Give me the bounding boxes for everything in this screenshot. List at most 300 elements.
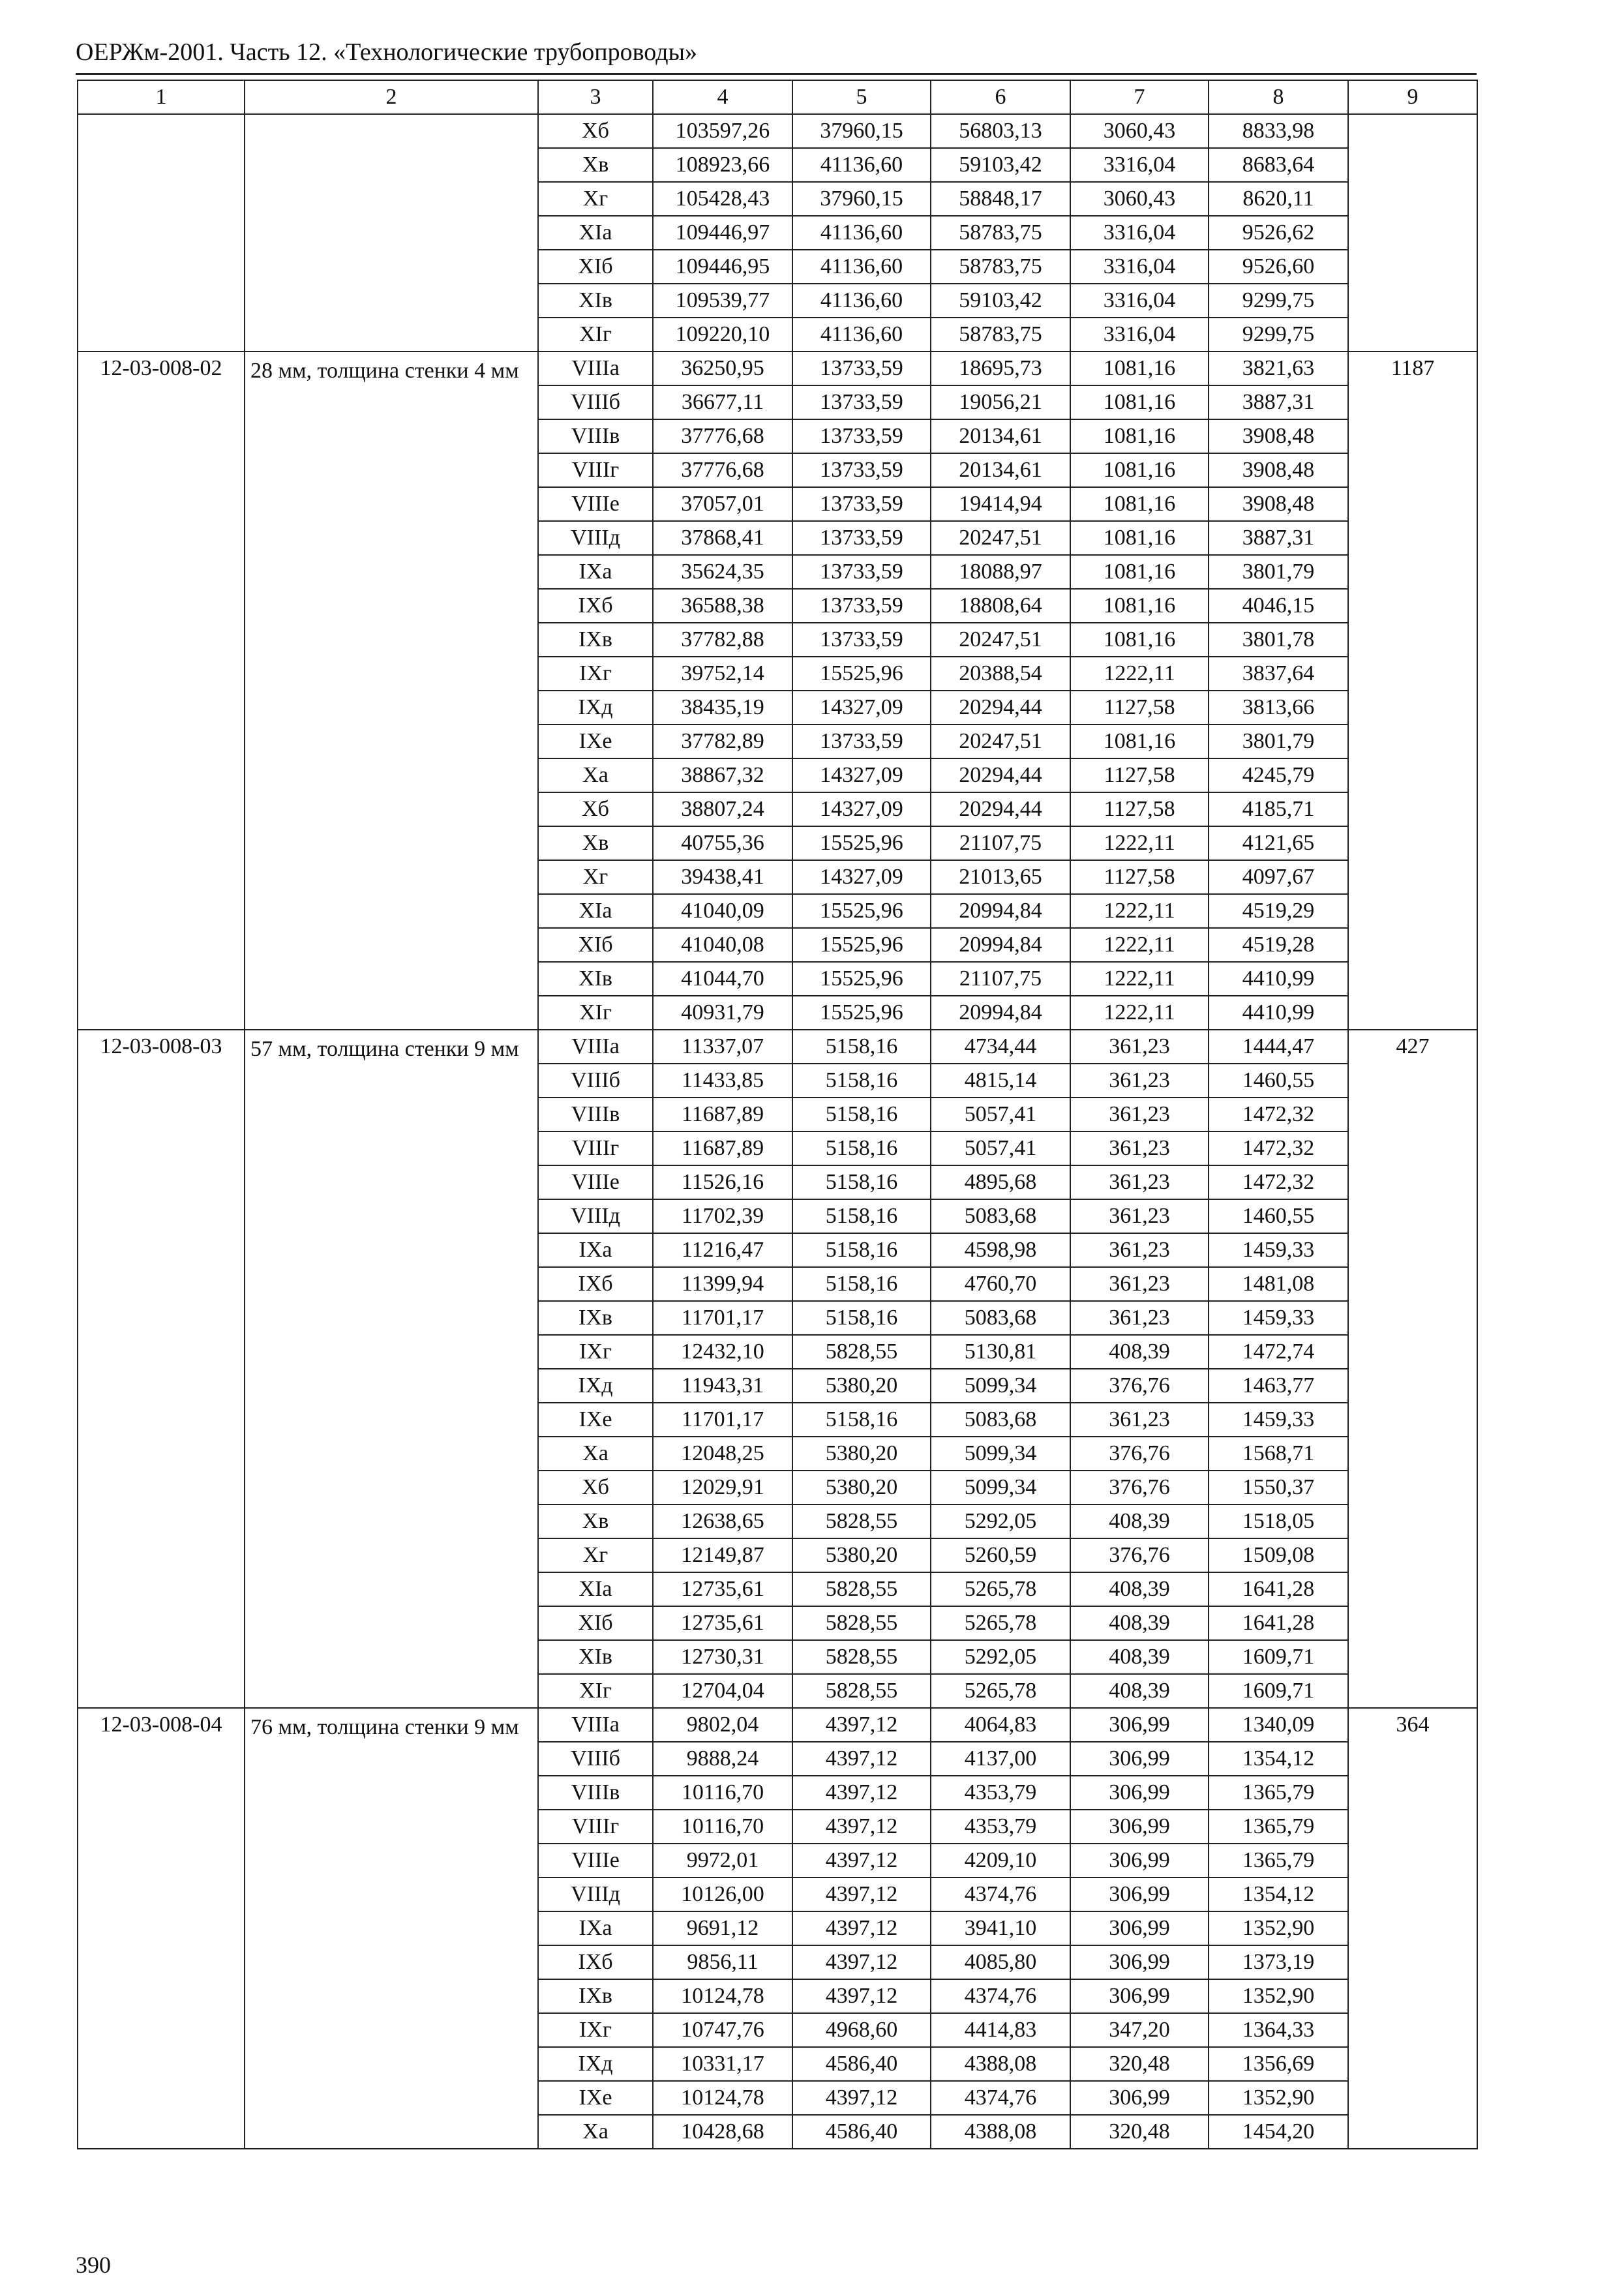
- zone-cell: Xв: [538, 1504, 653, 1538]
- value-cell: 1444,47: [1209, 1030, 1348, 1064]
- value-cell: 40931,79: [653, 996, 792, 1030]
- value-cell: 376,76: [1070, 1369, 1209, 1403]
- value-cell: 306,99: [1070, 1844, 1209, 1878]
- value-cell: 10124,78: [653, 1979, 792, 2013]
- value-cell: 1127,58: [1070, 691, 1209, 725]
- zone-cell: VIIIд: [538, 521, 653, 555]
- value-cell: 11687,89: [653, 1131, 792, 1165]
- value-cell: 361,23: [1070, 1233, 1209, 1267]
- rate-description-cell: 57 мм, толщина стенки 9 мм: [245, 1030, 538, 1708]
- value-cell: 5158,16: [792, 1064, 931, 1098]
- table-row: [78, 1030, 1477, 1064]
- value-cell: 58783,75: [931, 250, 1070, 284]
- value-cell: 37776,68: [653, 419, 792, 453]
- value-cell: 5083,68: [931, 1301, 1070, 1335]
- value-cell: 4760,70: [931, 1267, 1070, 1301]
- value-cell: 4397,12: [792, 1742, 931, 1776]
- value-cell: 18088,97: [931, 555, 1070, 589]
- value-cell: 37782,88: [653, 623, 792, 657]
- value-cell: 5057,41: [931, 1131, 1070, 1165]
- value-cell: 4046,15: [1209, 589, 1348, 623]
- value-cell: 13733,59: [792, 419, 931, 453]
- value-cell: 9526,60: [1209, 250, 1348, 284]
- column-number-cell: 5: [792, 80, 931, 114]
- zone-cell: XIa: [538, 1572, 653, 1606]
- value-cell: 3941,10: [931, 1911, 1070, 1945]
- value-cell: 4968,60: [792, 2013, 931, 2047]
- value-cell: 18808,64: [931, 589, 1070, 623]
- value-cell: 4388,08: [931, 2115, 1070, 2149]
- zone-cell: XIв: [538, 1640, 653, 1674]
- value-cell: 21107,75: [931, 826, 1070, 860]
- value-cell: 14327,09: [792, 860, 931, 894]
- value-cell: 5083,68: [931, 1199, 1070, 1233]
- value-cell: 56803,13: [931, 114, 1070, 148]
- value-cell: 1352,90: [1209, 1911, 1348, 1945]
- value-cell: 20247,51: [931, 725, 1070, 758]
- value-cell: 5828,55: [792, 1335, 931, 1369]
- rate-code-cell: 12-03-008-03: [78, 1030, 245, 1708]
- zone-cell: VIIIг: [538, 453, 653, 487]
- value-cell: 1463,77: [1209, 1369, 1348, 1403]
- value-cell: 408,39: [1070, 1674, 1209, 1708]
- zone-cell: XIa: [538, 894, 653, 928]
- zone-cell: IXб: [538, 1945, 653, 1979]
- value-cell: 10124,78: [653, 2081, 792, 2115]
- zone-cell: Xa: [538, 758, 653, 792]
- zone-cell: VIIIб: [538, 1742, 653, 1776]
- value-cell: 5380,20: [792, 1538, 931, 1572]
- rate-code-cell: [78, 114, 245, 352]
- table-row: [78, 114, 1477, 148]
- zone-cell: VIIIa: [538, 1030, 653, 1064]
- value-cell: 1641,28: [1209, 1572, 1348, 1606]
- zone-cell: IXa: [538, 1911, 653, 1945]
- value-cell: 4815,14: [931, 1064, 1070, 1098]
- value-cell: 1365,79: [1209, 1776, 1348, 1810]
- value-cell: 4397,12: [792, 2081, 931, 2115]
- zone-cell: IXб: [538, 1267, 653, 1301]
- zone-cell: IXa: [538, 555, 653, 589]
- value-cell: 38435,19: [653, 691, 792, 725]
- value-cell: 1609,71: [1209, 1640, 1348, 1674]
- value-cell: 3316,04: [1070, 318, 1209, 352]
- value-cell: 1459,33: [1209, 1403, 1348, 1437]
- value-cell: 5828,55: [792, 1504, 931, 1538]
- table-row: [78, 1708, 1477, 1742]
- value-cell: 3316,04: [1070, 216, 1209, 250]
- value-cell: 1460,55: [1209, 1064, 1348, 1098]
- value-cell: 41136,60: [792, 250, 931, 284]
- value-cell: 11687,89: [653, 1098, 792, 1131]
- value-cell: 5158,16: [792, 1233, 931, 1267]
- value-cell: 10331,17: [653, 2047, 792, 2081]
- value-cell: 8620,11: [1209, 182, 1348, 216]
- value-cell: 306,99: [1070, 1979, 1209, 2013]
- value-cell: 41040,08: [653, 928, 792, 962]
- value-cell: 1081,16: [1070, 352, 1209, 385]
- value-cell: 5099,34: [931, 1369, 1070, 1403]
- value-cell: 10747,76: [653, 2013, 792, 2047]
- value-cell: 1460,55: [1209, 1199, 1348, 1233]
- value-cell: 9888,24: [653, 1742, 792, 1776]
- value-cell: 13733,59: [792, 385, 931, 419]
- value-cell: 4895,68: [931, 1165, 1070, 1199]
- zone-cell: Xб: [538, 1471, 653, 1504]
- value-cell: 9802,04: [653, 1708, 792, 1742]
- value-cell: 35624,35: [653, 555, 792, 589]
- zone-cell: XIб: [538, 1606, 653, 1640]
- value-cell: 361,23: [1070, 1199, 1209, 1233]
- value-cell: 361,23: [1070, 1064, 1209, 1098]
- zone-cell: Xг: [538, 182, 653, 216]
- value-cell: 19414,94: [931, 487, 1070, 521]
- value-cell: 37960,15: [792, 182, 931, 216]
- value-cell: 1340,09: [1209, 1708, 1348, 1742]
- value-cell: 5292,05: [931, 1504, 1070, 1538]
- zone-cell: IXa: [538, 1233, 653, 1267]
- value-cell: 12638,65: [653, 1504, 792, 1538]
- value-cell: 1459,33: [1209, 1233, 1348, 1267]
- value-cell: 1222,11: [1070, 962, 1209, 996]
- zone-cell: VIIIв: [538, 419, 653, 453]
- value-cell: 306,99: [1070, 1708, 1209, 1742]
- zone-cell: XIв: [538, 962, 653, 996]
- value-cell: 1568,71: [1209, 1437, 1348, 1471]
- value-cell: 9691,12: [653, 1911, 792, 1945]
- value-cell: 58848,17: [931, 182, 1070, 216]
- value-cell: 361,23: [1070, 1267, 1209, 1301]
- table-row: [78, 352, 1477, 385]
- value-cell: 1481,08: [1209, 1267, 1348, 1301]
- value-cell: 4064,83: [931, 1708, 1070, 1742]
- value-cell: 3837,64: [1209, 657, 1348, 691]
- zone-cell: VIIIe: [538, 1844, 653, 1878]
- value-cell: 13733,59: [792, 453, 931, 487]
- value-cell: 376,76: [1070, 1437, 1209, 1471]
- value-cell: 10428,68: [653, 2115, 792, 2149]
- value-cell: 5828,55: [792, 1674, 931, 1708]
- zone-cell: VIIIв: [538, 1098, 653, 1131]
- value-cell: 41136,60: [792, 216, 931, 250]
- value-cell: 361,23: [1070, 1030, 1209, 1064]
- zone-cell: IXe: [538, 1403, 653, 1437]
- value-cell: 1354,12: [1209, 1878, 1348, 1911]
- value-cell: 4586,40: [792, 2047, 931, 2081]
- value-cell: 15525,96: [792, 996, 931, 1030]
- zone-cell: VIIIб: [538, 1064, 653, 1098]
- zone-cell: Xa: [538, 2115, 653, 2149]
- zone-cell: XIг: [538, 1674, 653, 1708]
- value-cell: 4137,00: [931, 1742, 1070, 1776]
- zone-cell: VIIIг: [538, 1810, 653, 1844]
- value-cell: 15525,96: [792, 962, 931, 996]
- value-cell: 12048,25: [653, 1437, 792, 1471]
- page-number: 390: [76, 2252, 111, 2278]
- value-cell: 361,23: [1070, 1131, 1209, 1165]
- value-cell: 11433,85: [653, 1064, 792, 1098]
- value-cell: 37868,41: [653, 521, 792, 555]
- rate-description-cell: [245, 114, 538, 352]
- value-cell: 1127,58: [1070, 792, 1209, 826]
- zone-cell: VIIIe: [538, 487, 653, 521]
- zone-cell: Xa: [538, 1437, 653, 1471]
- value-cell: 4374,76: [931, 2081, 1070, 2115]
- value-cell: 12730,31: [653, 1640, 792, 1674]
- zone-cell: IXв: [538, 623, 653, 657]
- value-cell: 37057,01: [653, 487, 792, 521]
- value-cell: 13733,59: [792, 521, 931, 555]
- col9-value-cell: [1348, 114, 1477, 352]
- value-cell: 306,99: [1070, 1945, 1209, 1979]
- value-cell: 376,76: [1070, 1538, 1209, 1572]
- value-cell: 1472,32: [1209, 1098, 1348, 1131]
- value-cell: 1081,16: [1070, 419, 1209, 453]
- value-cell: 41044,70: [653, 962, 792, 996]
- col9-value-cell: 364: [1348, 1708, 1477, 2149]
- value-cell: 5380,20: [792, 1471, 931, 1504]
- zone-cell: VIIIe: [538, 1165, 653, 1199]
- value-cell: 36588,38: [653, 589, 792, 623]
- zone-cell: VIIIa: [538, 1708, 653, 1742]
- value-cell: 1222,11: [1070, 996, 1209, 1030]
- zone-cell: IXг: [538, 1335, 653, 1369]
- col9-value-cell: 427: [1348, 1030, 1477, 1708]
- value-cell: 18695,73: [931, 352, 1070, 385]
- zone-cell: VIIIд: [538, 1878, 653, 1911]
- value-cell: 1081,16: [1070, 623, 1209, 657]
- column-number-row: [78, 80, 1477, 114]
- value-cell: 108923,66: [653, 148, 792, 182]
- zone-cell: VIIIд: [538, 1199, 653, 1233]
- value-cell: 3316,04: [1070, 148, 1209, 182]
- value-cell: 15525,96: [792, 657, 931, 691]
- zone-cell: VIIIв: [538, 1776, 653, 1810]
- value-cell: 13733,59: [792, 623, 931, 657]
- value-cell: 4586,40: [792, 2115, 931, 2149]
- value-cell: 5057,41: [931, 1098, 1070, 1131]
- zone-cell: VIIIб: [538, 385, 653, 419]
- value-cell: 4734,44: [931, 1030, 1070, 1064]
- value-cell: 59103,42: [931, 148, 1070, 182]
- value-cell: 20134,61: [931, 419, 1070, 453]
- value-cell: 15525,96: [792, 928, 931, 962]
- value-cell: 306,99: [1070, 1742, 1209, 1776]
- value-cell: 20294,44: [931, 758, 1070, 792]
- value-cell: 21107,75: [931, 962, 1070, 996]
- value-cell: 4397,12: [792, 1708, 931, 1742]
- zone-cell: IXe: [538, 725, 653, 758]
- value-cell: 1365,79: [1209, 1810, 1348, 1844]
- value-cell: 1081,16: [1070, 555, 1209, 589]
- value-cell: 320,48: [1070, 2047, 1209, 2081]
- value-cell: 3887,31: [1209, 521, 1348, 555]
- value-cell: 20294,44: [931, 792, 1070, 826]
- value-cell: 1356,69: [1209, 2047, 1348, 2081]
- value-cell: 20994,84: [931, 928, 1070, 962]
- value-cell: 12735,61: [653, 1572, 792, 1606]
- value-cell: 13733,59: [792, 352, 931, 385]
- value-cell: 11702,39: [653, 1199, 792, 1233]
- value-cell: 9972,01: [653, 1844, 792, 1878]
- value-cell: 4397,12: [792, 1810, 931, 1844]
- value-cell: 3821,63: [1209, 352, 1348, 385]
- value-cell: 10126,00: [653, 1878, 792, 1911]
- column-number-cell: 7: [1070, 80, 1209, 114]
- value-cell: 4097,67: [1209, 860, 1348, 894]
- value-cell: 37960,15: [792, 114, 931, 148]
- value-cell: 103597,26: [653, 114, 792, 148]
- zone-cell: IXг: [538, 657, 653, 691]
- value-cell: 36250,95: [653, 352, 792, 385]
- value-cell: 4185,71: [1209, 792, 1348, 826]
- zone-cell: IXe: [538, 2081, 653, 2115]
- zone-cell: XIб: [538, 928, 653, 962]
- value-cell: 1081,16: [1070, 521, 1209, 555]
- value-cell: 306,99: [1070, 1810, 1209, 1844]
- value-cell: 4410,99: [1209, 996, 1348, 1030]
- value-cell: 408,39: [1070, 1640, 1209, 1674]
- value-cell: 1222,11: [1070, 826, 1209, 860]
- value-cell: 4209,10: [931, 1844, 1070, 1878]
- page-header-title: ОЕРЖм-2001. Часть 12. «Технологические трубопроводы»: [76, 38, 698, 66]
- zone-cell: Xг: [538, 1538, 653, 1572]
- value-cell: 1127,58: [1070, 860, 1209, 894]
- value-cell: 14327,09: [792, 691, 931, 725]
- zone-cell: IXд: [538, 2047, 653, 2081]
- column-number-cell: 2: [245, 80, 538, 114]
- value-cell: 4397,12: [792, 1911, 931, 1945]
- value-cell: 5292,05: [931, 1640, 1070, 1674]
- value-cell: 5158,16: [792, 1131, 931, 1165]
- zone-cell: Xг: [538, 860, 653, 894]
- value-cell: 1641,28: [1209, 1606, 1348, 1640]
- value-cell: 1127,58: [1070, 758, 1209, 792]
- column-number-cell: 6: [931, 80, 1070, 114]
- value-cell: 20294,44: [931, 691, 1070, 725]
- value-cell: 1352,90: [1209, 2081, 1348, 2115]
- rates-table: [77, 80, 1478, 2149]
- column-number-cell: 8: [1209, 80, 1348, 114]
- value-cell: 1222,11: [1070, 928, 1209, 962]
- value-cell: 5083,68: [931, 1403, 1070, 1437]
- value-cell: 5158,16: [792, 1403, 931, 1437]
- value-cell: 1472,74: [1209, 1335, 1348, 1369]
- value-cell: 58783,75: [931, 216, 1070, 250]
- value-cell: 5265,78: [931, 1572, 1070, 1606]
- value-cell: 408,39: [1070, 1606, 1209, 1640]
- value-cell: 4353,79: [931, 1810, 1070, 1844]
- value-cell: 105428,43: [653, 182, 792, 216]
- value-cell: 5099,34: [931, 1437, 1070, 1471]
- value-cell: 408,39: [1070, 1572, 1209, 1606]
- value-cell: 306,99: [1070, 1911, 1209, 1945]
- value-cell: 1609,71: [1209, 1674, 1348, 1708]
- value-cell: 361,23: [1070, 1165, 1209, 1199]
- value-cell: 14327,09: [792, 758, 931, 792]
- value-cell: 11943,31: [653, 1369, 792, 1403]
- value-cell: 4410,99: [1209, 962, 1348, 996]
- value-cell: 36677,11: [653, 385, 792, 419]
- value-cell: 306,99: [1070, 1776, 1209, 1810]
- zone-cell: Xб: [538, 792, 653, 826]
- value-cell: 8683,64: [1209, 148, 1348, 182]
- value-cell: 3801,79: [1209, 725, 1348, 758]
- value-cell: 3801,79: [1209, 555, 1348, 589]
- value-cell: 12029,91: [653, 1471, 792, 1504]
- value-cell: 11337,07: [653, 1030, 792, 1064]
- zone-cell: IXд: [538, 691, 653, 725]
- zone-cell: XIг: [538, 318, 653, 352]
- value-cell: 8833,98: [1209, 114, 1348, 148]
- value-cell: 13733,59: [792, 487, 931, 521]
- value-cell: 5380,20: [792, 1369, 931, 1403]
- col9-value-cell: 1187: [1348, 352, 1477, 1030]
- value-cell: 5158,16: [792, 1165, 931, 1199]
- zone-cell: VIIIг: [538, 1131, 653, 1165]
- value-cell: 9856,11: [653, 1945, 792, 1979]
- value-cell: 9299,75: [1209, 284, 1348, 318]
- value-cell: 11399,94: [653, 1267, 792, 1301]
- value-cell: 1459,33: [1209, 1301, 1348, 1335]
- value-cell: 59103,42: [931, 284, 1070, 318]
- value-cell: 3813,66: [1209, 691, 1348, 725]
- value-cell: 4397,12: [792, 1979, 931, 2013]
- value-cell: 361,23: [1070, 1098, 1209, 1131]
- value-cell: 4085,80: [931, 1945, 1070, 1979]
- value-cell: 1509,08: [1209, 1538, 1348, 1572]
- value-cell: 5260,59: [931, 1538, 1070, 1572]
- value-cell: 37782,89: [653, 725, 792, 758]
- value-cell: 1373,19: [1209, 1945, 1348, 1979]
- value-cell: 15525,96: [792, 826, 931, 860]
- value-cell: 41136,60: [792, 318, 931, 352]
- value-cell: 4245,79: [1209, 758, 1348, 792]
- value-cell: 4397,12: [792, 1945, 931, 1979]
- value-cell: 39752,14: [653, 657, 792, 691]
- value-cell: 1081,16: [1070, 385, 1209, 419]
- value-cell: 5265,78: [931, 1674, 1070, 1708]
- value-cell: 1518,05: [1209, 1504, 1348, 1538]
- value-cell: 20388,54: [931, 657, 1070, 691]
- value-cell: 1081,16: [1070, 453, 1209, 487]
- header-divider: [76, 73, 1477, 75]
- value-cell: 12149,87: [653, 1538, 792, 1572]
- value-cell: 1550,37: [1209, 1471, 1348, 1504]
- value-cell: 1081,16: [1070, 589, 1209, 623]
- value-cell: 13733,59: [792, 725, 931, 758]
- zone-cell: IXг: [538, 2013, 653, 2047]
- value-cell: 376,76: [1070, 1471, 1209, 1504]
- value-cell: 1454,20: [1209, 2115, 1348, 2149]
- value-cell: 4598,98: [931, 1233, 1070, 1267]
- value-cell: 41136,60: [792, 284, 931, 318]
- value-cell: 20247,51: [931, 521, 1070, 555]
- zone-cell: XIa: [538, 216, 653, 250]
- zone-cell: VIIIa: [538, 352, 653, 385]
- rate-description-cell: 28 мм, толщина стенки 4 мм: [245, 352, 538, 1030]
- value-cell: 306,99: [1070, 1878, 1209, 1911]
- column-number-cell: 1: [78, 80, 245, 114]
- value-cell: 21013,65: [931, 860, 1070, 894]
- value-cell: 3316,04: [1070, 250, 1209, 284]
- value-cell: 37776,68: [653, 453, 792, 487]
- value-cell: 4121,65: [1209, 826, 1348, 860]
- value-cell: 20994,84: [931, 894, 1070, 928]
- value-cell: 58783,75: [931, 318, 1070, 352]
- zone-cell: IXв: [538, 1301, 653, 1335]
- value-cell: 5158,16: [792, 1301, 931, 1335]
